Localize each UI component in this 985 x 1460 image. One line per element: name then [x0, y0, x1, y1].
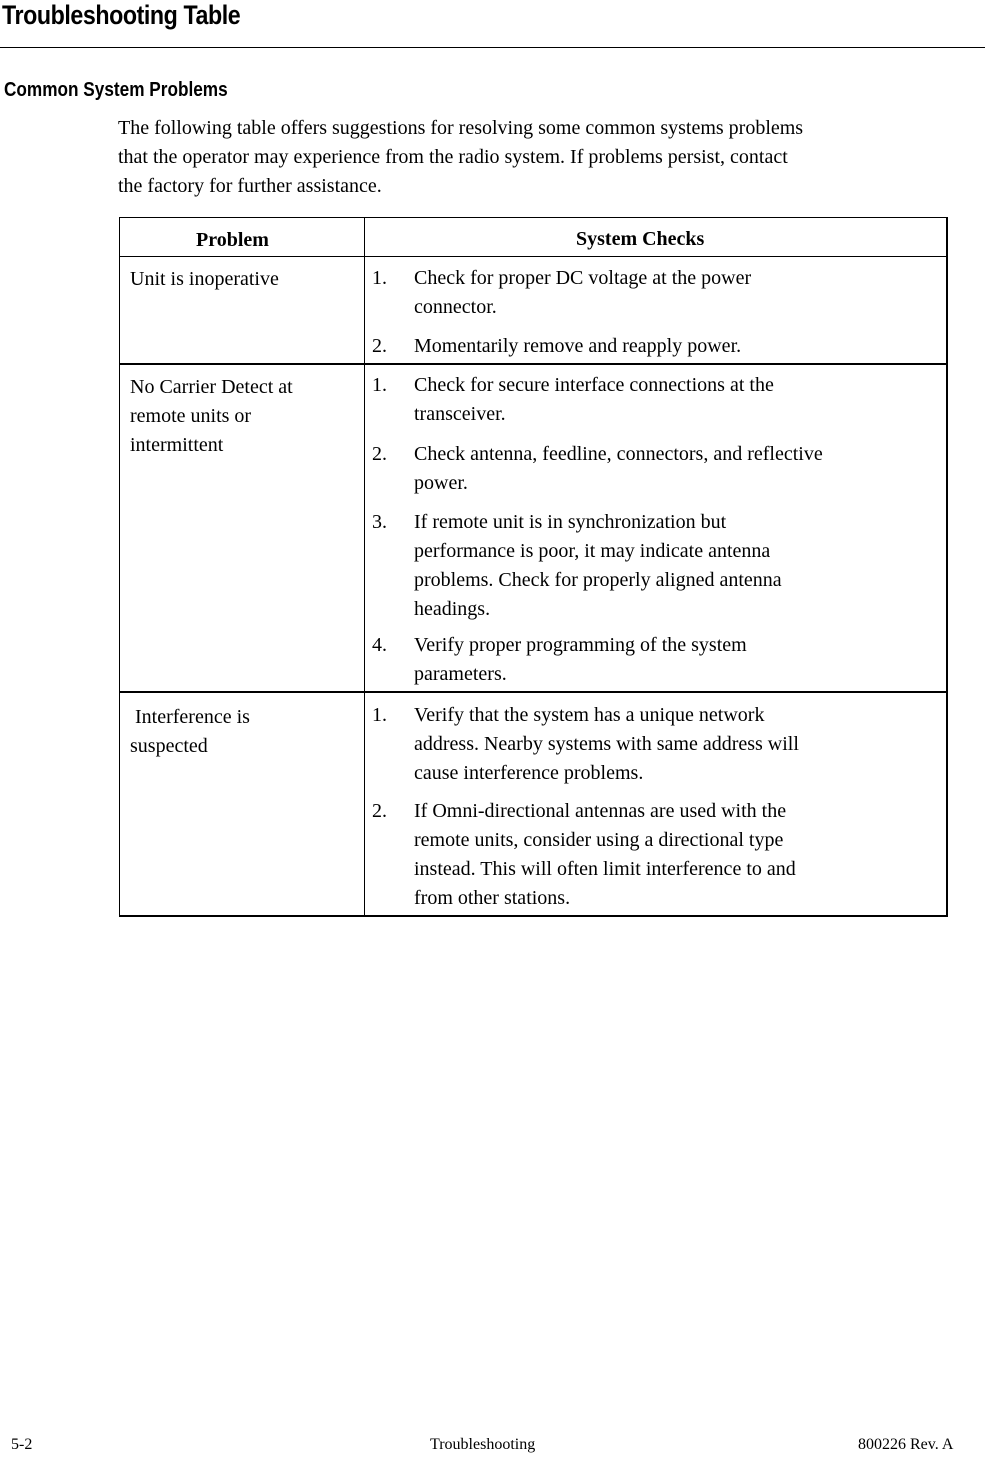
- check-line: If remote unit is in synchronization but: [414, 511, 727, 533]
- intro-paragraph: [118, 114, 985, 201]
- check-text: [414, 797, 934, 913]
- intro-line: the factory for further assistance.: [118, 175, 382, 197]
- check-line: If Omni-directional antennas are used with the: [414, 800, 787, 822]
- check-text: [414, 631, 934, 689]
- check-line: problems. Check for properly aligned antenna: [414, 569, 782, 591]
- footer-document-id: 800226 Rev. A: [858, 1436, 954, 1453]
- check-line: parameters.: [414, 663, 507, 685]
- problem-line: suspected: [130, 735, 208, 757]
- column-divider: [364, 217, 365, 916]
- check-line: remote units, consider using a directional type: [414, 829, 784, 851]
- footer-chapter: Troubleshooting: [430, 1436, 536, 1453]
- intro-line: that the operator may experience from the radio system. If problems persist, contact: [118, 146, 788, 168]
- problem-cell: [130, 703, 250, 761]
- check-line: from other stations.: [414, 887, 571, 909]
- row-divider: [119, 363, 948, 365]
- check-line: Momentarily remove and reapply power.: [414, 335, 742, 357]
- page-title: Troubleshooting Table: [2, 0, 241, 30]
- problem-line: remote units or: [130, 405, 252, 427]
- check-line: Check for proper DC voltage at the power: [414, 267, 752, 289]
- check-number: 1.: [372, 374, 387, 396]
- header-system-checks: System Checks: [576, 228, 705, 250]
- problem-line: Interference is: [130, 706, 250, 728]
- row-divider: [119, 691, 948, 693]
- troubleshooting-table: [119, 217, 948, 916]
- check-line: instead. This will often limit interference to and: [414, 858, 796, 880]
- check-line: Verify that the system has a unique network: [414, 704, 765, 726]
- check-number: 3.: [372, 511, 387, 533]
- table-border-top: [119, 217, 948, 218]
- check-line: cause interference problems.: [414, 762, 644, 784]
- check-line: address. Nearby systems with same address will: [414, 733, 799, 755]
- check-number: 4.: [372, 634, 387, 656]
- check-number: 1.: [372, 704, 387, 726]
- check-line: Check for secure interface connections at the: [414, 374, 774, 396]
- check-number: 1.: [372, 267, 387, 289]
- table-border-left: [119, 217, 120, 916]
- check-line: connector.: [414, 296, 497, 318]
- check-line: Check antenna, feedline, connectors, and reflective: [414, 443, 823, 465]
- section-heading: Common System Problems: [4, 79, 228, 101]
- check-text: [414, 332, 934, 361]
- check-line: headings.: [414, 598, 491, 620]
- check-number: 2.: [372, 335, 387, 357]
- check-text: [414, 371, 934, 429]
- problem-cell: Unit is inoperative: [130, 268, 279, 290]
- check-text: [414, 440, 934, 498]
- table-border-right: [946, 217, 948, 916]
- problem-cell: [130, 373, 293, 460]
- check-text: [414, 264, 934, 322]
- row-divider: [119, 256, 948, 257]
- table-border-bottom: [119, 915, 948, 917]
- problem-line: No Carrier Detect at: [130, 376, 293, 398]
- check-line: Verify proper programming of the system: [414, 634, 747, 656]
- check-number: 2.: [372, 800, 387, 822]
- check-line: performance is poor, it may indicate antenna: [414, 540, 771, 562]
- intro-line: The following table offers suggestions for resolving some common systems problems: [118, 117, 804, 139]
- check-line: transceiver.: [414, 403, 506, 425]
- check-text: [414, 701, 934, 788]
- footer-page-number: 5-2: [11, 1436, 33, 1453]
- problem-line: intermittent: [130, 434, 224, 456]
- check-number: 2.: [372, 443, 387, 465]
- header-problem: Problem: [196, 229, 269, 251]
- title-divider: [0, 47, 985, 48]
- check-line: power.: [414, 472, 468, 494]
- check-text: [414, 508, 934, 624]
